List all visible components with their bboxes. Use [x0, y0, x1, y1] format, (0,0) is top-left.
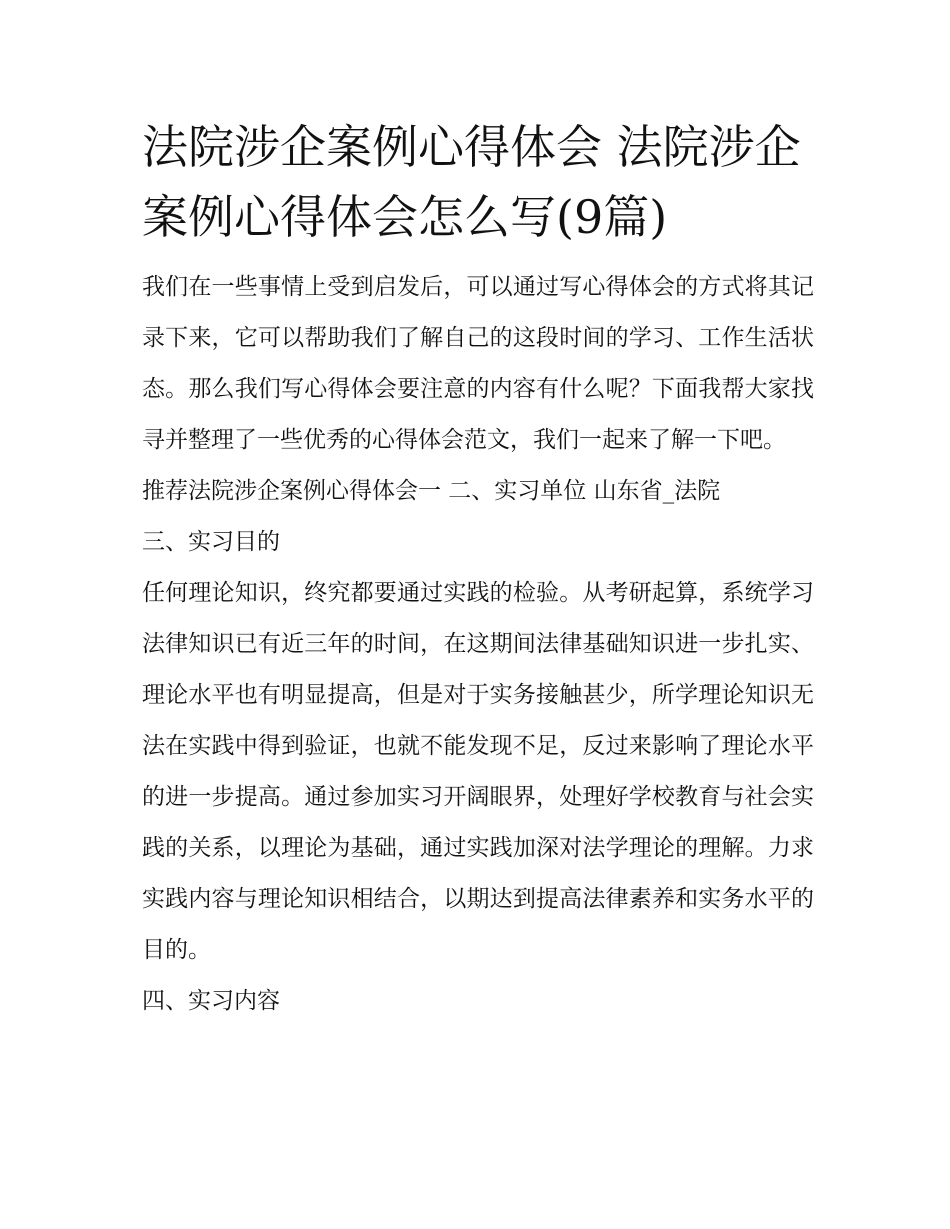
intro-paragraph: 我们在一些事情上受到启发后，可以通过写心得体会的方式将其记录下来，它可以帮助我们了解自己的这段时间的学习、工作生活状态。那么我们写心得体会要注意的内容有什么呢？下面我帮大家找寻并整理了一些优秀的心得体会范文，我们一起来了解一下吧。: [142, 274, 814, 453]
recommend-line: 推荐法院涉企案例心得体会一 二、实习单位 山东省_法院: [142, 478, 721, 504]
document-page: [142, 112, 814, 1027]
section-three-paragraph: 任何理论知识，终究都要通过实践的检验。从考研起算，系统学习法律知识已有近三年的时间，在这期间法律基础知识进一步扎实、理论水平也有明显提高，但是对于实务接触甚少，所学理论知识无法在实践中得到验证，也就不能发现不足，反过来影响了理论水平的进一步提高。通过参加实习开阔眼界，处理好学校教育与社会实践的关系，以理论为基础，通过实践加深对法学理论的理解。力求实践内容与理论知识相结合，以期达到提高法律素养和实务水平的目的。: [142, 580, 814, 963]
section-four-heading: 四、实习内容: [142, 988, 280, 1014]
section-three-heading: 三、实习目的: [142, 529, 280, 555]
document-title: 法院涉企案例心得体会 法院涉企案例心得体会怎么写(9篇): [142, 120, 801, 244]
